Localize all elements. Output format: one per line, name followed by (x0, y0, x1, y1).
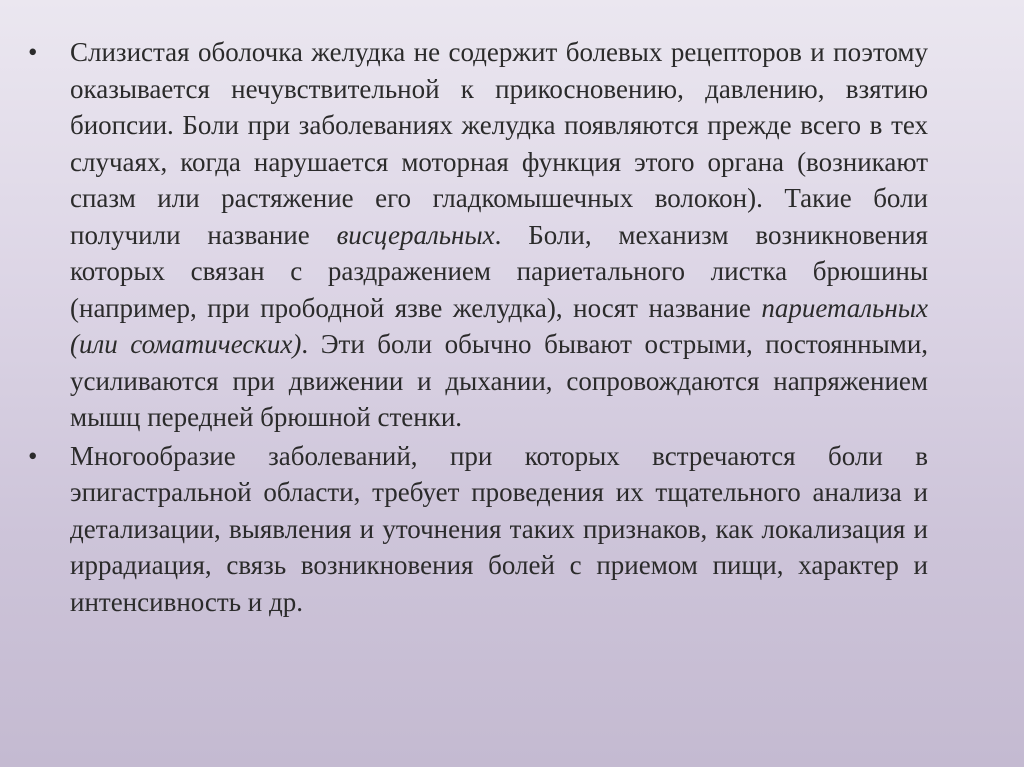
bullet-list (28, 34, 928, 620)
bullet-text-segment: Многообразие заболеваний, при которых встречаются боли в эпигастральной области, требует проведения их тщательного анализа и детализации, выявления и уточнения таких признаков, как локализация и иррадиация, связь возникновения болей с приемом пищи, характер и интенсивность и др. (70, 440, 928, 617)
bullet-item-2 (28, 438, 928, 621)
bullet-text-2 (70, 438, 928, 621)
bullet-text-1 (70, 34, 928, 436)
term-visceral: висцеральных (336, 219, 495, 250)
term-parietal: париетальных (или соматических) (70, 292, 928, 359)
bullet-text-segment: . Эти боли обычно бывают острыми, постоянными, усиливаются при движении и дыхании, сопровождаются напряжением мышц передней брюшной стенки. (70, 329, 929, 432)
bullet-item-1 (28, 34, 928, 436)
bullet-text-segment: . Боли, механизм возникновения которых связан с раздражением париетального листка брюшины (например, при прободной язве желудка), носят название (70, 219, 928, 323)
bullet-text-segment: Слизистая оболочка желудка не содержит болевых рецепторов и поэтому оказывается нечувствительной к прикосновению, давлению, взятию биопсии. Боли при заболеваниях желудка появляются прежде всего в тех случаях, когда нарушается моторная функция этого органа (возникают спазм или растяжение его гладкомышечных волокон). Такие боли получили название (70, 37, 928, 250)
bullet-marker: • (28, 440, 38, 471)
bullet-marker: • (28, 37, 38, 67)
